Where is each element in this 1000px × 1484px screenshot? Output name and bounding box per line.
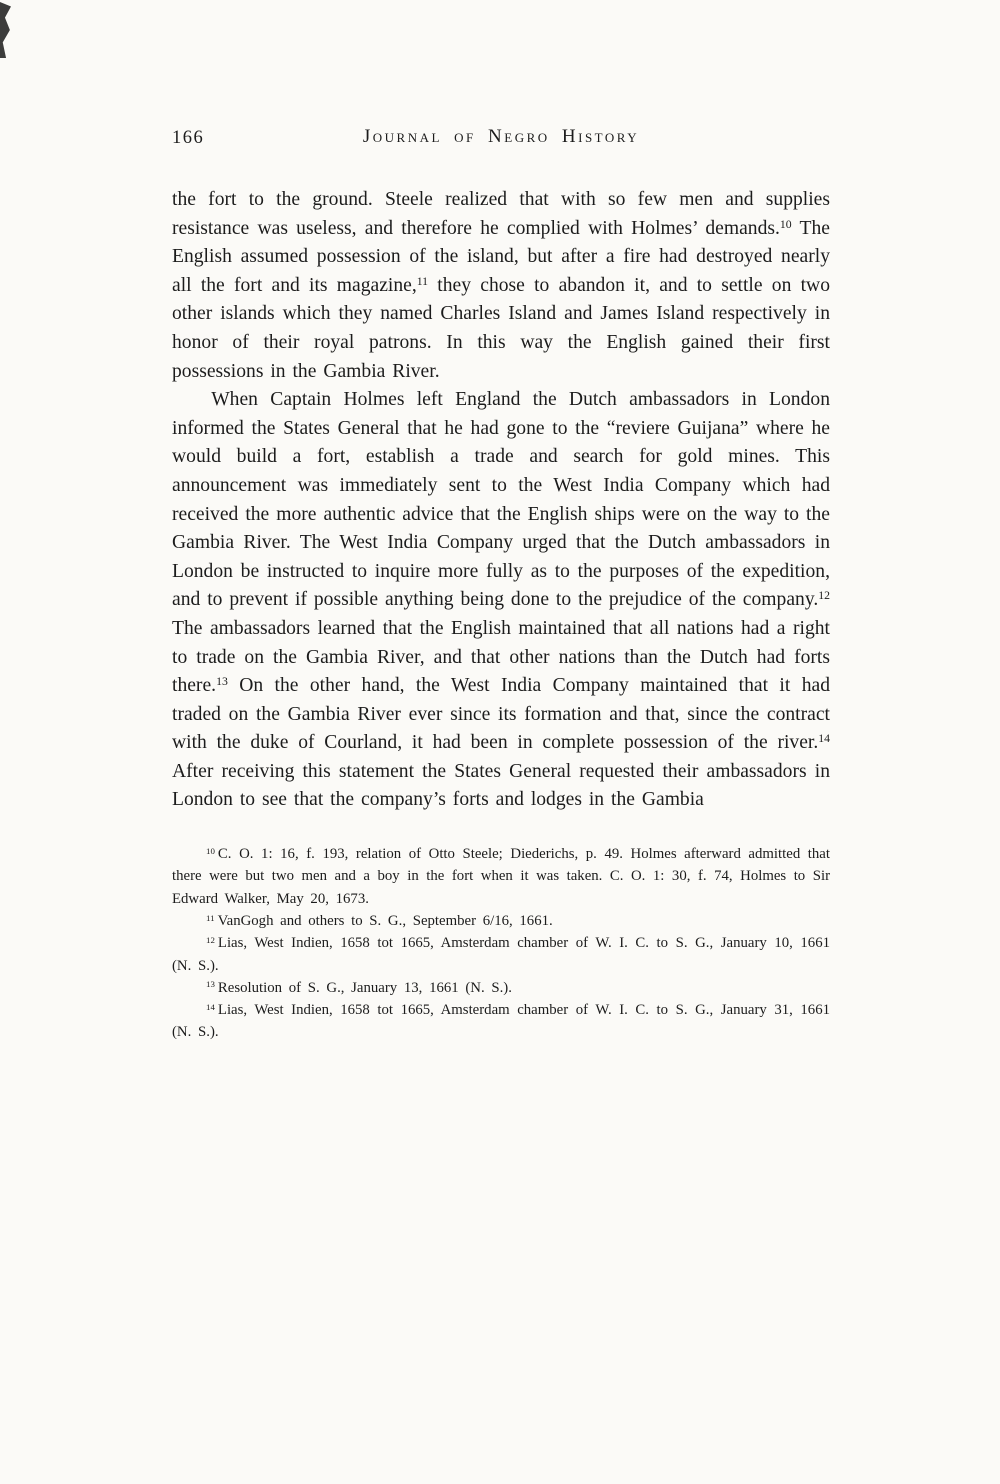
footnote: $^{13}$ Resolution of S. G., January 13, 1661 (N. S.). xyxy=(206,979,512,996)
footnote-ref: 14 xyxy=(818,732,830,746)
running-title: Journal of Negro History xyxy=(362,126,640,147)
footnote-marker: 14 xyxy=(206,1001,215,1012)
footnote-marker: 13 xyxy=(206,979,215,990)
page-header xyxy=(172,126,830,152)
paragraph: the fort to the ground. Steele realized that with so few men and supplies resistance was useless, and therefore he complied with Holmes’ demands.$^{10}$ The English assumed possession of the island, but after a fire had destroyed nearly all the fort and its magazine,$^{11}$ they chose to abandon it, and to settle on two other islands which they named Charles Island and James Island respectively in honor of their royal patrons. In this way the English gained their first possessions in the Gambia River. xyxy=(172,189,831,382)
footnote-marker: 11 xyxy=(206,912,215,923)
footnote: $^{10}$ C. O. 1: 16, f. 193, relation of Otto Steele; Diederichs, p. 49. Holmes afterward admitted that there were but two men and a boy in the fort when it was taken. C. O. 1: 30, f. 74, Holmes to Sir Edward Walker, May 20, 1673. xyxy=(172,845,830,907)
footnote-ref: 12 xyxy=(818,589,830,603)
footnote-ref: 10 xyxy=(779,217,792,231)
footnote: $^{11}$ VanGogh and others to S. G., September 6/16, 1661. xyxy=(206,912,553,929)
footnote: $^{14}$ Lias, West Indien, 1658 tot 1665, Amsterdam chamber of W. I. C. to S. G., January 31, 1661 (N. S.). xyxy=(172,1001,830,1041)
footnote-ref: 11 xyxy=(416,274,429,288)
footnote-marker: 12 xyxy=(206,934,215,945)
footnotes xyxy=(172,843,830,1044)
footnote-marker: 10 xyxy=(206,845,215,856)
footnote: $^{12}$ Lias, West Indien, 1658 tot 1665, Amsterdam chamber of W. I. C. to S. G., January 10, 1661 (N. S.). xyxy=(172,934,830,974)
scan-artifact xyxy=(0,2,11,58)
page-number: 166 xyxy=(172,128,205,148)
footnote-ref: 13 xyxy=(216,675,228,689)
body-text xyxy=(172,186,830,815)
paragraph: When Captain Holmes left England the Dutch ambassadors in London informed the States General that he had gone to the “reviere Guijana” where he would build a fort, establish a trade and search for gold mines. This announcement was immediately sent to the West India Company which had received the more authentic advice that the English ships were on the way to the Gambia River. The West India Company urged that the Dutch ambassadors in London be instructed to inquire more fully as to the purposes of the expedition, and to prevent if possible anything being done to the prejudice of the company.$^{12}$ The ambassadors learned that the English maintained that all nations had a right to trade on the Gambia River, and that other nations than the Dutch had forts there.$^{13}$ On the other hand, the West India Company maintained that it had traded on the Gambia River ever since its formation and that, since the contract with the duke of Courland, it had been in complete possession of the river.$^{14}$ After receiving this statement the States General requested their ambassadors in London to see that the company’s forts and lodges in the Gambia xyxy=(172,389,830,811)
